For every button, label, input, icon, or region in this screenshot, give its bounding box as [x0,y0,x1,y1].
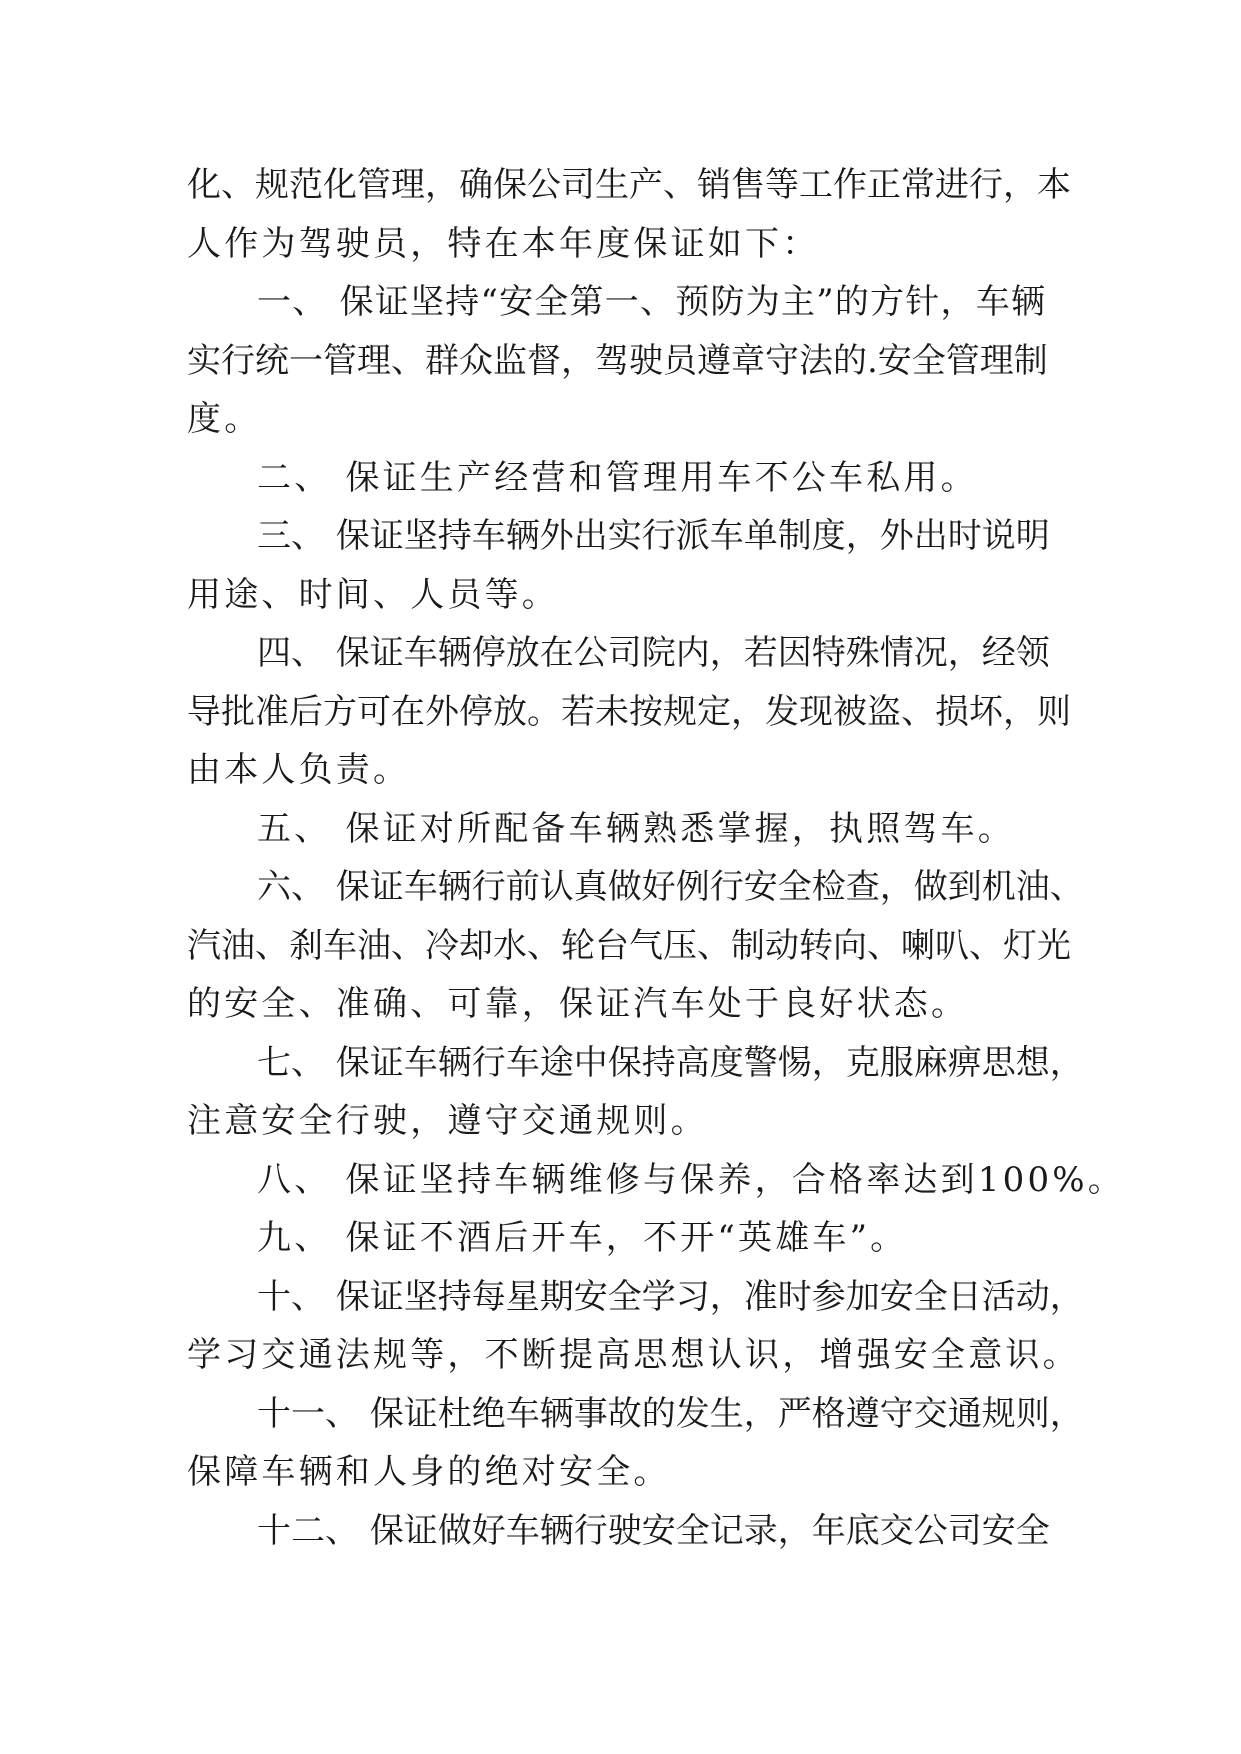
clause-10-line: 十、 保证坚持每星期安全学习，准时参加安全日活动， [257,1276,1084,1317]
clause-9-line: 九、 保证不酒后开车，不开“英雄车”。 [257,1218,908,1258]
text-line: 保障车辆和人身的绝对安全。 [187,1452,671,1492]
clause-6-line: 六、 保证车辆行前认真做好例行安全检查，做到机油、 [257,867,1084,907]
text-line: 度。 [187,399,262,439]
text-line: 导批准后方可在外停放。若未按规定，发现被盗、损坏，则 [187,691,1071,732]
clause-3-line: 三、 保证坚持车辆外出实行派车单制度，外出时说明 [257,516,1050,556]
text-line: 用途、时间、人员等。 [187,574,559,615]
text-line: 化、规范化管理，确保公司生产、销售等工作正常进行，本 [187,165,1071,205]
clause-8-line: 八、 保证坚持车辆维修与保养，合格率达到100%。 [257,1159,1126,1200]
clause-1-line: 一、 保证坚持“安全第一、预防为主”的方针，车辆 [257,282,1045,322]
clause-11-line: 十一、 保证杜绝车辆事故的发生，严格遵守交通规则， [257,1393,1084,1434]
text-line: 注意安全行驶，遵守交通规则。 [187,1101,708,1141]
text-line: 学习交通法规等，不断提高思想认识，增强安全意识。 [187,1335,1080,1375]
clause-7-line: 七、 保证车辆行车途中保持高度警惕，克服麻痹思想， [257,1042,1084,1083]
clause-2-line: 二、 保证生产经营和管理用车不公车私用。 [257,457,978,498]
document-body [187,156,1126,1560]
text-line: 人作为驾驶员，特在本年度保证如下： [187,223,820,264]
text-line: 汽油、刹车油、冷却水、轮台气压、制动转向、喇叭、灯光 [187,925,1071,966]
clause-12-line: 十二、 保证做好车辆行驶安全记录，年底交公司安全 [257,1510,1050,1551]
clause-4-line: 四、 保证车辆停放在公司院内，若因特殊情况，经领 [257,633,1050,673]
text-line: 的安全、准确、可靠，保证汽车处于良好状态。 [187,984,969,1024]
text-line: 由本人负责。 [187,750,411,790]
clause-5-line: 五、 保证对所配备车辆熟悉掌握，执照驾车。 [257,808,1016,849]
text-line: 实行统一管理、群众监督，驾驶员遵章守法的.安全管理制 [187,340,1048,381]
